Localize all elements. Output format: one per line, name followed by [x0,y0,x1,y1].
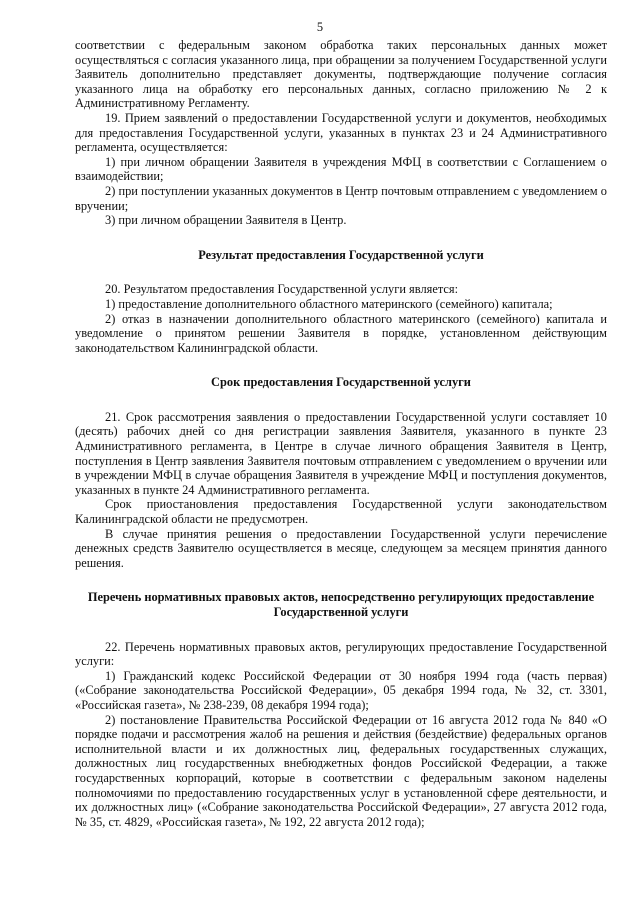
paragraph: 1) предоставление дополнительного областного материнского (семейного) капитала; [105,296,553,311]
paragraph: В случае принятия решения о предоставлении Государственной услуги перечисление денежных средств Заявителю осуществляется в месяце, следующем за месяцем принятия данного решения. [75,526,607,570]
paragraph: 1) при личном обращении Заявителя в учреждения МФЦ в соответствии с Соглашением о взаимодействии; [75,154,607,184]
paragraph: 1) Гражданский кодекс Российской Федерации от 30 ноября 1994 года (часть первая) («Собрание законодательства Российской Федерации», 05 декабря 1994 года, № 32, ст. 3301, «Российская газета», № 238-239, 08 декабря 1994 года); [75,668,607,712]
section-gap [75,570,607,590]
section-gap [75,390,607,410]
section-heading: Срок предоставления Государственной услуги [211,375,471,390]
section-gap [75,262,607,282]
paragraph: соответствии с федеральным законом обработка таких персональных данных может осуществляться с согласия указанного лица, при обращении за получением Государственной услуги Заявитель дополнительно представляет документы, подтверждающие получение согласия указанного лица на обработку его персональных данных, согласно приложению № 2 к Административному Регламенту. [75,38,607,111]
paragraph: 2) при поступлении указанных документов в Центр почтовым отправлением с уведомлением о вручении; [75,183,607,213]
section-gap [75,620,607,640]
section-gap [75,355,607,375]
paragraph: 2) отказ в назначении дополнительного областного материнского (семейного) капитала и уведомление о принятом решении Заявителя в порядке, установленном действующим законодательством Калининградской области. [75,311,607,355]
section-heading: Результат предоставления Государственной услуги [198,247,484,262]
section-heading: Перечень нормативных правовых актов, непосредственно регулирующих предоставление Государственной услуги [87,590,595,619]
paragraph: 2) постановление Правительства Российской Федерации от 16 августа 2012 года № 840 «О порядке подачи и рассмотрения жалоб на решения и действия (бездействие) федеральных органов исполнительной власти и их должностных лиц, федеральных государственных служащих, должностных лиц государственных внебюджетных фондов Российской Федерации, а также государственных корпораций, которые в соответствии с федеральным законом наделены полномочиями по предоставлению государственных услуг в установленной сфере деятельности, и их должностных лиц» («Собрание законодательства Российской Федерации», 27 августа 2012 года, № 35, ст. 4829, «Российская газета», № 192, 22 августа 2012 года); [75,712,607,829]
page-number: 5 [316,20,324,34]
paragraph: Срок приостановления предоставления Государственной услуги законодательством Калининградской области не предусмотрен. [75,497,607,527]
paragraph: 22. Перечень нормативных правовых актов, регулирующих предоставление Государственной услуги: [75,639,607,669]
paragraph: 20. Результатом предоставления Государственной услуги является: [105,282,459,297]
document-body [75,38,607,829]
section-gap [75,228,607,248]
paragraph: 21. Срок рассмотрения заявления о предоставлении Государственной услуги составляет 10 (десять) рабочих дней со дня регистрации заявления Заявителя, указанного в пункте 23 Административного регламента, в Центре в случае личного обращения Заявителя в Центр, поступления в Центр заявления Заявителя почтовым отправлением с уведомлением о вручении или в учреждении МФЦ в случае обращения Заявителя в учреждение МФЦ и поступления документов, указанных в пункте 24 Административного регламента. [75,409,607,497]
paragraph: 19. Прием заявлений о предоставлении Государственной услуги и документов, необходимых для предоставления Государственной услуги, указанных в пунктах 23 и 24 Административного регламента, осуществляется: [75,110,607,155]
paragraph: 3) при личном обращении Заявителя в Центр. [105,213,347,228]
